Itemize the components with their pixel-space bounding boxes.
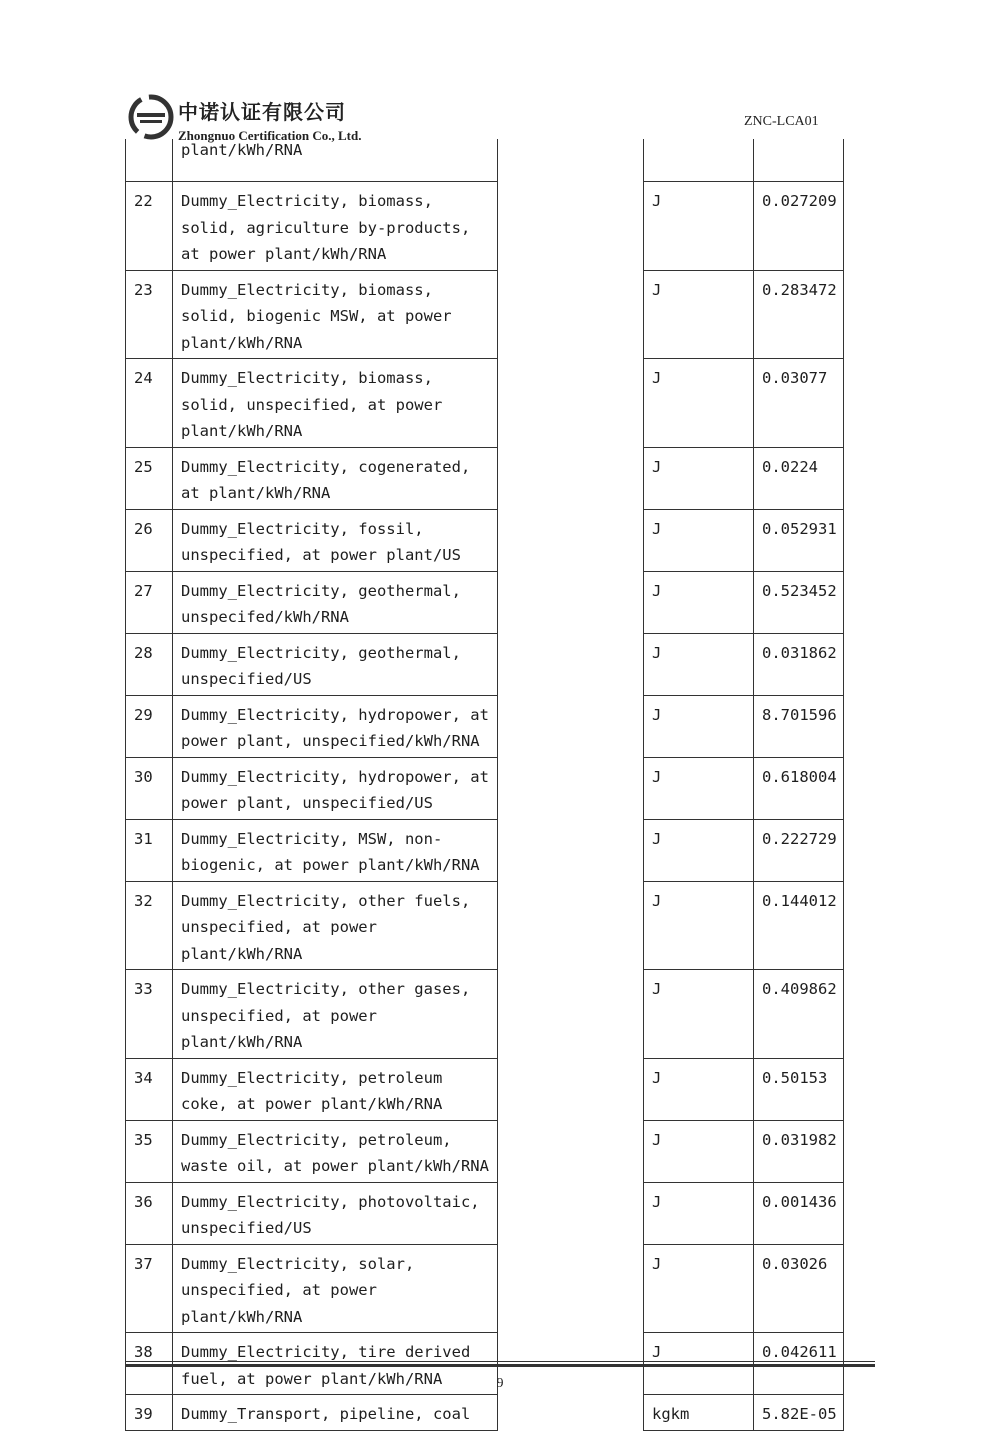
row-number-cell (126, 139, 173, 182)
page-number: 9 (496, 1376, 504, 1391)
spacer-cell (498, 881, 644, 970)
spacer-cell (498, 447, 644, 509)
row-unit-cell: J (644, 970, 754, 1059)
row-number-cell: 25 (126, 447, 173, 509)
table-row (126, 509, 844, 571)
table-row (126, 359, 844, 448)
row-number-cell: 39 (126, 1395, 173, 1431)
row-value-cell: 0.523452 (754, 571, 844, 633)
row-unit-cell: J (644, 695, 754, 757)
spacer-cell (498, 1058, 644, 1120)
spacer-cell (498, 139, 644, 182)
row-value-cell: 0.222729 (754, 819, 844, 881)
row-unit-cell: J (644, 182, 754, 271)
row-number-cell: 29 (126, 695, 173, 757)
spacer-cell (498, 1182, 644, 1244)
row-number-cell: 28 (126, 633, 173, 695)
company-name-en: Zhongnuo Certification Co., Ltd. (178, 128, 362, 143)
row-name-cell: Dummy_Electricity, fossil, unspecified, at power plant/US (173, 509, 498, 571)
row-unit-cell: J (644, 571, 754, 633)
row-value-cell: 0.283472 (754, 270, 844, 359)
row-unit-cell: J (644, 1333, 754, 1395)
row-number-cell: 23 (126, 270, 173, 359)
row-number-cell: 32 (126, 881, 173, 970)
table-row (126, 819, 844, 881)
company-name-cn: 中诺认证有限公司 (178, 100, 346, 124)
row-unit-cell: J (644, 1182, 754, 1244)
row-value-cell: 0.144012 (754, 881, 844, 970)
table-row (126, 1244, 844, 1333)
row-value-cell: 0.409862 (754, 970, 844, 1059)
spacer-cell (498, 1120, 644, 1182)
row-unit-cell: J (644, 757, 754, 819)
row-value-cell: 0.50153 (754, 1058, 844, 1120)
row-unit-cell: J (644, 359, 754, 448)
row-name-cell: Dummy_Electricity, tire derived fuel, at power plant/kWh/RNA (173, 1333, 498, 1395)
row-unit-cell: J (644, 447, 754, 509)
spacer-cell (498, 695, 644, 757)
row-number-cell: 26 (126, 509, 173, 571)
row-name-cell: Dummy_Electricity, hydropower, at power plant, unspecified/kWh/RNA (173, 695, 498, 757)
row-number-cell: 38 (126, 1333, 173, 1395)
footer-rule (125, 1361, 875, 1362)
table-row-continued (126, 139, 844, 182)
row-number-cell: 30 (126, 757, 173, 819)
row-value-cell: 0.052931 (754, 509, 844, 571)
row-value-cell: 0.03077 (754, 359, 844, 448)
spacer-cell (498, 182, 644, 271)
spacer-cell (498, 571, 644, 633)
row-name-cell: Dummy_Transport, pipeline, coal (173, 1395, 498, 1431)
row-name-cell: Dummy_Electricity, geothermal, unspecifed/kWh/RNA (173, 571, 498, 633)
row-unit-cell: J (644, 633, 754, 695)
footer-rule-thick (125, 1364, 875, 1367)
row-unit-cell: J (644, 270, 754, 359)
spacer-cell (498, 819, 644, 881)
table-row (126, 447, 844, 509)
row-name-cell: plant/kWh/RNA (173, 139, 498, 182)
row-value-cell: 0.001436 (754, 1182, 844, 1244)
row-name-cell: Dummy_Electricity, geothermal, unspecified/US (173, 633, 498, 695)
table-row (126, 571, 844, 633)
row-name-cell: Dummy_Electricity, cogenerated, at plant/kWh/RNA (173, 447, 498, 509)
table-row (126, 1120, 844, 1182)
row-unit-cell: J (644, 881, 754, 970)
row-unit-cell (644, 139, 754, 182)
spacer-cell (498, 757, 644, 819)
table-row (126, 182, 844, 271)
row-number-cell: 36 (126, 1182, 173, 1244)
spacer-cell (498, 509, 644, 571)
row-name-cell: Dummy_Electricity, biomass, solid, unspecified, at power plant/kWh/RNA (173, 359, 498, 448)
inventory-table (125, 139, 844, 1431)
company-logo-icon (128, 94, 174, 140)
row-value-cell: 5.82E-05 (754, 1395, 844, 1431)
table-row (126, 757, 844, 819)
row-number-cell: 33 (126, 970, 173, 1059)
row-number-cell: 27 (126, 571, 173, 633)
row-unit-cell: J (644, 1244, 754, 1333)
spacer-cell (498, 359, 644, 448)
row-value-cell: 0.031982 (754, 1120, 844, 1182)
document-code: ZNC-LCA01 (744, 114, 819, 129)
row-unit-cell: J (644, 819, 754, 881)
spacer-cell (498, 270, 644, 359)
spacer-cell (498, 970, 644, 1059)
spacer-cell (498, 1395, 644, 1431)
row-value-cell: 0.618004 (754, 757, 844, 819)
row-name-cell: Dummy_Electricity, solar, unspecified, at power plant/kWh/RNA (173, 1244, 498, 1333)
row-name-cell: Dummy_Electricity, photovoltaic, unspecified/US (173, 1182, 498, 1244)
spacer-cell (498, 1244, 644, 1333)
row-number-cell: 34 (126, 1058, 173, 1120)
row-unit-cell: kgkm (644, 1395, 754, 1431)
row-name-cell: Dummy_Electricity, other fuels, unspecified, at power plant/kWh/RNA (173, 881, 498, 970)
table-row (126, 1182, 844, 1244)
row-value-cell: 8.701596 (754, 695, 844, 757)
row-number-cell: 35 (126, 1120, 173, 1182)
table-row (126, 1395, 844, 1431)
row-name-cell: Dummy_Electricity, petroleum, waste oil, at power plant/kWh/RNA (173, 1120, 498, 1182)
row-value-cell: 0.0224 (754, 447, 844, 509)
table-row (126, 633, 844, 695)
table-row (126, 970, 844, 1059)
row-number-cell: 24 (126, 359, 173, 448)
row-name-cell: Dummy_Electricity, hydropower, at power plant, unspecified/US (173, 757, 498, 819)
row-name-cell: Dummy_Electricity, biomass, solid, biogenic MSW, at power plant/kWh/RNA (173, 270, 498, 359)
table-row (126, 270, 844, 359)
row-value-cell (754, 139, 844, 182)
row-value-cell: 0.027209 (754, 182, 844, 271)
table-row (126, 881, 844, 970)
row-unit-cell: J (644, 1058, 754, 1120)
row-unit-cell: J (644, 509, 754, 571)
table-row (126, 1058, 844, 1120)
row-value-cell: 0.042611 (754, 1333, 844, 1395)
row-number-cell: 31 (126, 819, 173, 881)
table-row (126, 695, 844, 757)
row-value-cell: 0.031862 (754, 633, 844, 695)
row-name-cell: Dummy_Electricity, biomass, solid, agriculture by-products, at power plant/kWh/RNA (173, 182, 498, 271)
row-name-cell: Dummy_Electricity, other gases, unspecified, at power plant/kWh/RNA (173, 970, 498, 1059)
row-name-cell: Dummy_Electricity, MSW, non-biogenic, at power plant/kWh/RNA (173, 819, 498, 881)
row-number-cell: 22 (126, 182, 173, 271)
row-number-cell: 37 (126, 1244, 173, 1333)
row-name-cell: Dummy_Electricity, petroleum coke, at power plant/kWh/RNA (173, 1058, 498, 1120)
row-unit-cell: J (644, 1120, 754, 1182)
row-value-cell: 0.03026 (754, 1244, 844, 1333)
spacer-cell (498, 633, 644, 695)
